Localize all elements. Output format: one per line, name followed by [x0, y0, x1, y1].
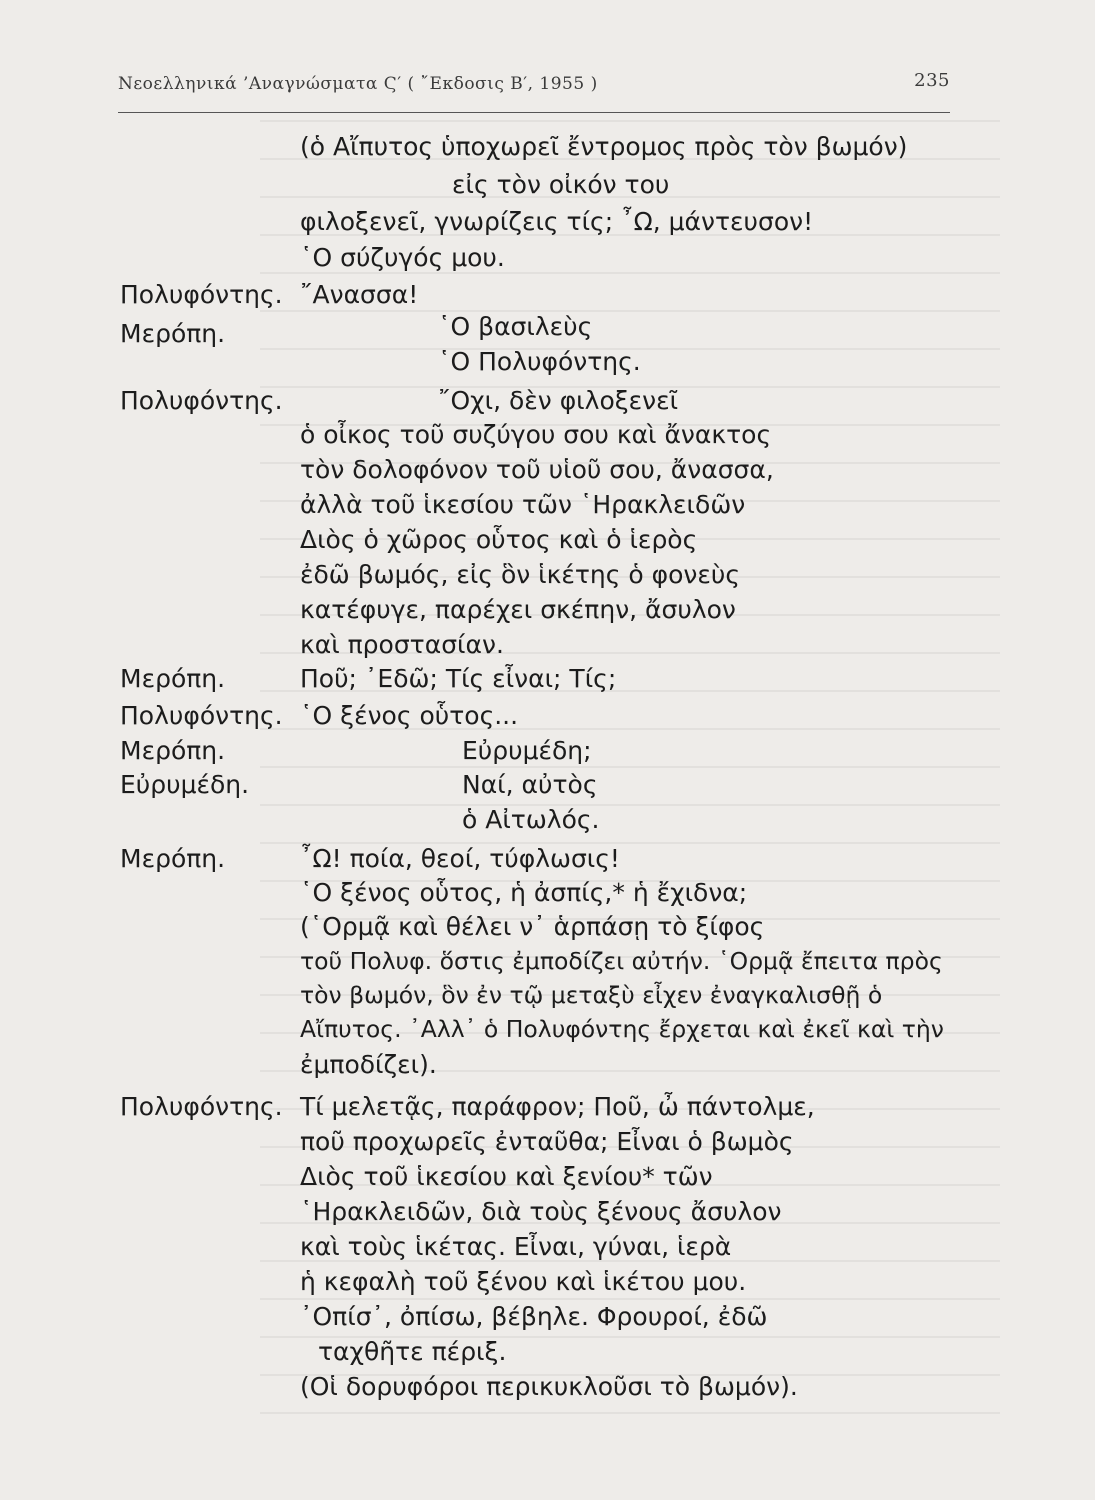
- text-line: ἐδῶ βωμός, εἰς ὃν ἱκέτης ὁ φονεὺς: [300, 560, 741, 589]
- speaker-label: Πολυφόντης.: [120, 280, 283, 309]
- page-number: 235: [914, 70, 950, 91]
- text-line: ῾Ο βασιλεὺς: [438, 312, 593, 341]
- text-line: (Οἱ δορυφόροι περικυκλοῦσι τὸ βωμόν).: [300, 1372, 798, 1401]
- speaker-label: Πολυφόντης.: [120, 1092, 283, 1121]
- text-line: ἀλλὰ τοῦ ἱκεσίου τῶν ῾Ηρακλειδῶν: [300, 490, 746, 519]
- text-line: Αἴπυτος. ᾿Αλλ᾿ ὁ Πολυφόντης ἔρχεται καὶ ἐκεῖ καὶ τὴν: [300, 1015, 944, 1043]
- text-line: φιλοξενεῖ, γνωρίζεις τίς; ῏Ω, μάντευσον!: [300, 207, 814, 236]
- text-line: κατέφυγε, παρέχει σκέπην, ἄσυλον: [300, 595, 736, 624]
- speaker-label: Εὐρυμέδη.: [120, 770, 250, 799]
- text-line: ῎Οχι, δὲν φιλοξενεῖ: [438, 386, 679, 415]
- text-line: Τί μελετᾷς, παράφρον; Ποῦ, ὦ πάντολμε,: [300, 1092, 815, 1121]
- text-line: εἰς τὸν οἰκόν του: [452, 170, 670, 199]
- text-line: ῾Ο ξένος οὗτος, ἡ ἀσπίς,* ἡ ἔχιδνα;: [300, 878, 748, 907]
- text-line: ῾Ο σύζυγός μου.: [300, 243, 505, 272]
- header-title: Νεοελληνικά ’Αναγνώσματα Ϛ′ ( ῎Εκδοσις Β′, 1955 ): [118, 74, 598, 94]
- text-line: τοῦ Πολυφ. ὅστις ἐμποδίζει αὐτήν. ῾Ορμᾷ ἔπειτα πρὸς: [300, 947, 943, 975]
- text-line: ῾Ο ξένος οὗτος...: [300, 701, 519, 730]
- text-line: ῾Ηρακλειδῶν, διὰ τοὺς ξένους ἄσυλον: [300, 1197, 782, 1226]
- speaker-label: Μερόπη.: [120, 736, 226, 765]
- text-line: Διὸς ὁ χῶρος οὗτος καὶ ὁ ἱερὸς: [300, 525, 698, 554]
- speaker-label: Μερόπη.: [120, 319, 226, 348]
- text-line: ποῦ προχωρεῖς ἐνταῦθα; Εἶναι ὁ βωμὸς: [300, 1127, 794, 1156]
- text-line: τὸν δολοφόνον τοῦ υἱοῦ σου, ἄνασσα,: [300, 455, 774, 484]
- text-line: ῎Ανασσα!: [300, 280, 419, 309]
- header-rule: [118, 112, 950, 113]
- text-line: Διὸς τοῦ ἱκεσίου καὶ ξενίου* τῶν: [300, 1162, 713, 1191]
- text-line: Εὐρυμέδη;: [462, 736, 592, 765]
- speaker-label: Πολυφόντης.: [120, 701, 283, 730]
- text-line: ῾Ο Πολυφόντης.: [438, 347, 641, 376]
- text-line: Ναί, αὐτὸς: [462, 770, 598, 799]
- text-line: ὁ οἶκος τοῦ συζύγου σου καὶ ἄνακτος: [300, 420, 772, 449]
- text-line: ᾿Οπίσ᾿, ὀπίσω, βέβηλε. Φρουροί, ἐδῶ: [300, 1302, 768, 1331]
- text-line: Ποῦ; ᾿Εδῶ; Τίς εἶναι; Τίς;: [300, 664, 617, 693]
- speaker-label: Μερόπη.: [120, 844, 226, 873]
- text-line: ἐμποδίζει).: [300, 1050, 437, 1079]
- text-line: (ὁ Αἴπυτος ὑποχωρεῖ ἔντρομος πρὸς τὸν βωμόν): [300, 132, 908, 161]
- text-line: ἡ κεφαλὴ τοῦ ξένου καὶ ἱκέτου μου.: [300, 1267, 747, 1296]
- speaker-label: Μερόπη.: [120, 664, 226, 693]
- text-line: καὶ προστασίαν.: [300, 630, 504, 659]
- text-line: καὶ τοὺς ἱκέτας. Εἶναι, γύναι, ἱερὰ: [300, 1232, 732, 1261]
- running-header: [118, 70, 950, 104]
- text-line: ὁ Αἰτωλός.: [462, 805, 600, 834]
- text-line: ταχθῆτε πέριξ.: [318, 1337, 507, 1366]
- text-line: ῏Ω! ποία, θεοί, τύφλωσις!: [300, 844, 620, 873]
- text-line: (῾Ορμᾷ καὶ θέλει ν᾿ ἁρπάσῃ τὸ ξίφος: [300, 912, 765, 941]
- text-line: τὸν βωμόν, ὃν ἐν τῷ μεταξὺ εἶχεν ἐναγκαλισθῇ ὁ: [300, 981, 883, 1009]
- speaker-label: Πολυφόντης.: [120, 386, 283, 415]
